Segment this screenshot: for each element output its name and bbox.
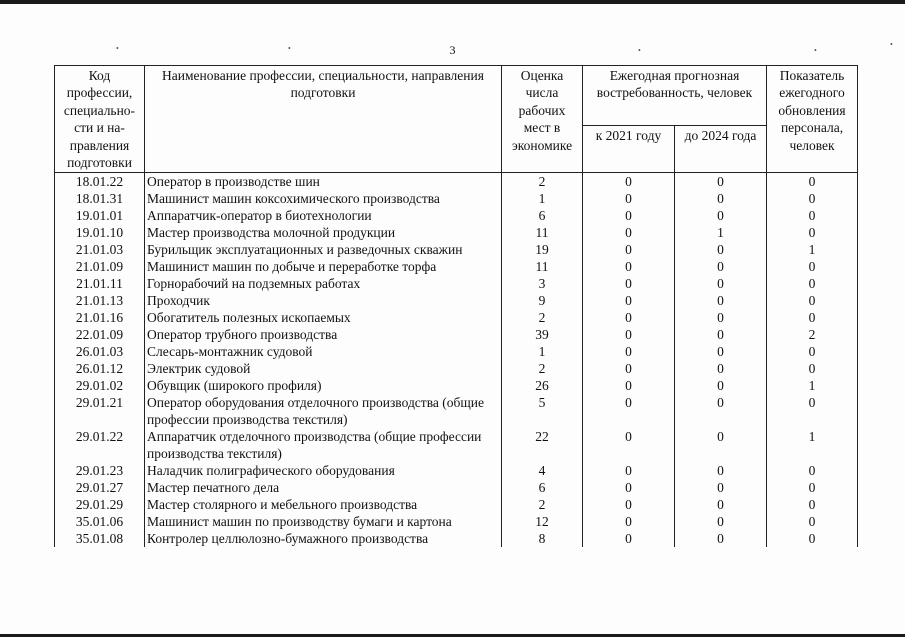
cell-demand-2021: 0	[583, 496, 675, 513]
cell-renewal: 1	[767, 241, 858, 258]
cell-name: Оператор трубного производства	[145, 326, 502, 343]
bottom-border-line	[0, 634, 905, 637]
cell-estimate: 1	[502, 343, 583, 360]
cell-name: Бурильщик эксплуатационных и разведочных скважин	[145, 241, 502, 258]
table-row	[55, 326, 858, 343]
header-demand-2024: до 2024 года	[675, 126, 767, 173]
cell-name: Контролер целлюлозно-бумажного производства	[145, 530, 502, 547]
cell-name: Мастер печатного дела	[145, 479, 502, 496]
cell-code: 35.01.08	[55, 530, 145, 547]
cell-renewal: 0	[767, 275, 858, 292]
cell-estimate: 8	[502, 530, 583, 547]
table-row	[55, 173, 858, 191]
cell-code: 18.01.31	[55, 190, 145, 207]
table-row	[55, 462, 858, 479]
table-row	[55, 394, 858, 428]
cell-renewal: 2	[767, 326, 858, 343]
cell-demand-2024: 0	[675, 530, 767, 547]
cell-demand-2024: 0	[675, 326, 767, 343]
cell-name: Аппаратчик-оператор в биотехнологии	[145, 207, 502, 224]
cell-demand-2021: 0	[583, 530, 675, 547]
cell-name: Машинист машин по добыче и переработке торфа	[145, 258, 502, 275]
cell-demand-2024: 0	[675, 207, 767, 224]
cell-code: 18.01.22	[55, 173, 145, 191]
cell-demand-2021: 0	[583, 377, 675, 394]
table-row	[55, 309, 858, 326]
cell-demand-2024: 0	[675, 309, 767, 326]
cell-code: 21.01.03	[55, 241, 145, 258]
cell-demand-2024: 0	[675, 343, 767, 360]
cell-demand-2021: 0	[583, 275, 675, 292]
cell-demand-2021: 0	[583, 343, 675, 360]
cell-name: Машинист машин по производству бумаги и картона	[145, 513, 502, 530]
table-row	[55, 530, 858, 547]
cell-renewal: 0	[767, 394, 858, 428]
cell-estimate: 22	[502, 428, 583, 462]
cell-renewal: 1	[767, 377, 858, 394]
cell-name: Мастер производства молочной продукции	[145, 224, 502, 241]
cell-code: 29.01.21	[55, 394, 145, 428]
cell-demand-2024: 0	[675, 513, 767, 530]
page-number: 3	[449, 43, 456, 57]
table-row	[55, 292, 858, 309]
cell-code: 29.01.29	[55, 496, 145, 513]
cell-demand-2024: 0	[675, 377, 767, 394]
cell-estimate: 4	[502, 462, 583, 479]
table-row	[55, 360, 858, 377]
cell-estimate: 12	[502, 513, 583, 530]
scan-speck: •	[890, 40, 893, 49]
cell-estimate: 6	[502, 207, 583, 224]
table-row	[55, 513, 858, 530]
cell-demand-2021: 0	[583, 326, 675, 343]
cell-code: 29.01.27	[55, 479, 145, 496]
cell-demand-2021: 0	[583, 258, 675, 275]
cell-demand-2024: 0	[675, 173, 767, 191]
cell-demand-2021: 0	[583, 309, 675, 326]
cell-code: 22.01.09	[55, 326, 145, 343]
cell-renewal: 0	[767, 530, 858, 547]
cell-demand-2024: 0	[675, 360, 767, 377]
cell-demand-2024: 0	[675, 496, 767, 513]
cell-name: Проходчик	[145, 292, 502, 309]
cell-code: 29.01.23	[55, 462, 145, 479]
cell-renewal: 1	[767, 428, 858, 462]
cell-estimate: 2	[502, 173, 583, 191]
table-row	[55, 275, 858, 292]
table-row	[55, 479, 858, 496]
cell-demand-2021: 0	[583, 513, 675, 530]
table-row	[55, 241, 858, 258]
cell-demand-2024: 0	[675, 394, 767, 428]
cell-name: Оператор в производстве шин	[145, 173, 502, 191]
cell-demand-2024: 0	[675, 292, 767, 309]
cell-demand-2021: 0	[583, 428, 675, 462]
cell-name: Наладчик полиграфического оборудования	[145, 462, 502, 479]
cell-code: 29.01.22	[55, 428, 145, 462]
cell-estimate: 5	[502, 394, 583, 428]
table-row	[55, 207, 858, 224]
scan-speck: •	[638, 46, 641, 55]
cell-renewal: 0	[767, 343, 858, 360]
cell-code: 35.01.06	[55, 513, 145, 530]
cell-code: 19.01.01	[55, 207, 145, 224]
cell-code: 21.01.13	[55, 292, 145, 309]
cell-renewal: 0	[767, 479, 858, 496]
cell-demand-2021: 0	[583, 173, 675, 191]
cell-demand-2024: 0	[675, 462, 767, 479]
cell-code: 21.01.16	[55, 309, 145, 326]
cell-renewal: 0	[767, 190, 858, 207]
table-row	[55, 224, 858, 241]
cell-code: 29.01.02	[55, 377, 145, 394]
cell-demand-2024: 1	[675, 224, 767, 241]
cell-demand-2021: 0	[583, 479, 675, 496]
cell-demand-2024: 0	[675, 241, 767, 258]
cell-name: Обувщик (широкого профиля)	[145, 377, 502, 394]
cell-demand-2021: 0	[583, 241, 675, 258]
scan-speck: •	[116, 44, 119, 53]
scan-speck: •	[288, 44, 291, 53]
cell-estimate: 39	[502, 326, 583, 343]
cell-demand-2024: 0	[675, 479, 767, 496]
cell-name: Аппаратчик отделочного производства (общие профессии производства текстиля)	[145, 428, 502, 462]
cell-estimate: 19	[502, 241, 583, 258]
professions-table	[54, 65, 858, 547]
cell-demand-2021: 0	[583, 292, 675, 309]
cell-estimate: 11	[502, 224, 583, 241]
cell-name: Горнорабочий на подземных работах	[145, 275, 502, 292]
cell-estimate: 1	[502, 190, 583, 207]
cell-code: 21.01.09	[55, 258, 145, 275]
cell-demand-2024: 0	[675, 190, 767, 207]
cell-demand-2021: 0	[583, 190, 675, 207]
header-estimate: Оценка числа рабочих мест в экономике	[502, 66, 583, 173]
cell-name: Мастер столярного и мебельного производства	[145, 496, 502, 513]
cell-name: Электрик судовой	[145, 360, 502, 377]
cell-name: Обогатитель полезных ископаемых	[145, 309, 502, 326]
cell-demand-2024: 0	[675, 428, 767, 462]
cell-renewal: 0	[767, 360, 858, 377]
cell-name: Слесарь-монтажник судовой	[145, 343, 502, 360]
cell-estimate: 3	[502, 275, 583, 292]
table-header	[55, 66, 858, 173]
header-demand-group: Ежегодная прогнозная востребованность, человек	[583, 66, 767, 126]
cell-estimate: 9	[502, 292, 583, 309]
table-row	[55, 190, 858, 207]
table-row	[55, 428, 858, 462]
cell-renewal: 0	[767, 224, 858, 241]
cell-estimate: 26	[502, 377, 583, 394]
cell-code: 19.01.10	[55, 224, 145, 241]
cell-demand-2021: 0	[583, 360, 675, 377]
table-row	[55, 258, 858, 275]
cell-name: Машинист машин коксохимического производства	[145, 190, 502, 207]
cell-renewal: 0	[767, 207, 858, 224]
cell-estimate: 2	[502, 496, 583, 513]
cell-renewal: 0	[767, 462, 858, 479]
cell-renewal: 0	[767, 496, 858, 513]
cell-renewal: 0	[767, 258, 858, 275]
cell-estimate: 2	[502, 309, 583, 326]
table-body	[55, 173, 858, 548]
cell-renewal: 0	[767, 292, 858, 309]
cell-demand-2021: 0	[583, 207, 675, 224]
cell-code: 21.01.11	[55, 275, 145, 292]
top-border-line	[0, 0, 905, 4]
header-renewal: Показатель ежегодного обновления персонала, человек	[767, 66, 858, 173]
cell-estimate: 2	[502, 360, 583, 377]
header-name: Наименование профессии, специальности, направления подготовки	[145, 66, 502, 173]
cell-demand-2024: 0	[675, 275, 767, 292]
table-row	[55, 377, 858, 394]
cell-estimate: 11	[502, 258, 583, 275]
scan-speck: •	[814, 46, 817, 55]
cell-code: 26.01.12	[55, 360, 145, 377]
table-row	[55, 496, 858, 513]
header-code: Код профессии, специально-сти и на-правления подготовки	[55, 66, 145, 173]
cell-demand-2024: 0	[675, 258, 767, 275]
header-demand-2021: к 2021 году	[583, 126, 675, 173]
cell-code: 26.01.03	[55, 343, 145, 360]
cell-demand-2021: 0	[583, 394, 675, 428]
table-row	[55, 343, 858, 360]
cell-renewal: 0	[767, 173, 858, 191]
cell-name: Оператор оборудования отделочного производства (общие профессии производства текстиля)	[145, 394, 502, 428]
cell-demand-2021: 0	[583, 462, 675, 479]
cell-renewal: 0	[767, 513, 858, 530]
cell-demand-2021: 0	[583, 224, 675, 241]
cell-renewal: 0	[767, 309, 858, 326]
cell-estimate: 6	[502, 479, 583, 496]
